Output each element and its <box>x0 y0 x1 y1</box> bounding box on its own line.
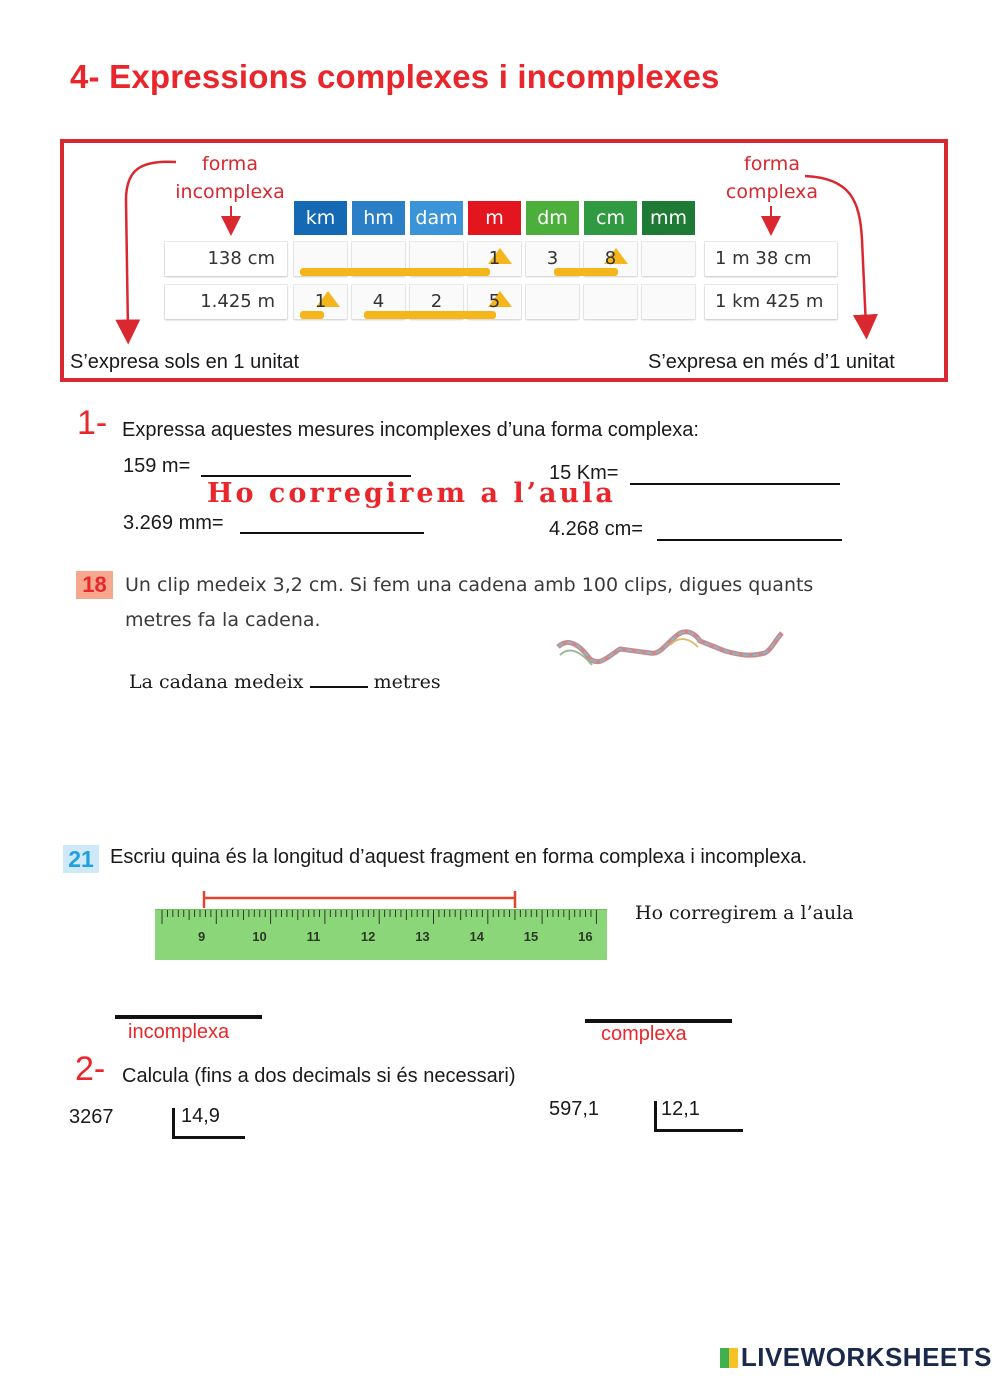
div1-dividend: 3267 <box>69 1106 114 1128</box>
ruler-tick-label: 14 <box>469 929 484 944</box>
label-complex-line2: complexa <box>725 181 819 203</box>
ruler-tick-label: 16 <box>578 929 593 944</box>
ex1-item-4: 4.268 cm= <box>549 518 643 540</box>
label-incomplex-line1: forma <box>202 153 258 175</box>
ex1-overlay-note: Ho corregirem a l’aula <box>207 478 616 509</box>
ex1-answer-4[interactable] <box>657 539 842 541</box>
ex1-instruction: Expressa aquestes mesures incomplexes d’una forma complexa: <box>122 419 699 441</box>
ex21-label-complex: complexa <box>601 1023 687 1045</box>
ex18-answer-blank[interactable] <box>310 670 368 688</box>
ex21-text: Escriu quina és la longitud d’aquest fragment en forma complexa i incomplexa. <box>110 846 808 868</box>
ex18-answer-before: La cadana medeix <box>129 671 304 693</box>
ex18-line1: Un clip medeix 3,2 cm. Si fem una cadena amb 100 clips, digues quants <box>125 574 814 596</box>
unit-header-dm: dm <box>526 201 579 235</box>
row1-complex: 1 m 38 cm <box>705 242 837 276</box>
liveworksheets-icon <box>720 1348 738 1368</box>
paperclip-chain-image <box>550 615 795 675</box>
div1-divisor: 14,9 <box>181 1105 220 1127</box>
div2-dividend: 597,1 <box>549 1098 600 1120</box>
ruler-tick-label: 12 <box>360 929 376 944</box>
row2-digit-km: 1 <box>314 291 327 312</box>
row1-incomplex: 138 cm <box>165 242 287 276</box>
row2-complex: 1 km 425 m <box>705 285 837 319</box>
row1-digit-dm: 3 <box>546 248 559 269</box>
row1-cell <box>642 242 695 276</box>
ruler-image <box>155 909 607 960</box>
row2-incomplex: 1.425 m <box>165 285 287 319</box>
ex2-instruction: Calcula (fins a dos decimals si és necessari) <box>122 1065 516 1087</box>
ex1-number: 1- <box>77 404 108 442</box>
unit-header-hm: hm <box>352 201 405 235</box>
page-title: 4- Expressions complexes i incomplexes <box>70 58 720 95</box>
footer-logo <box>720 1342 992 1373</box>
row1-digit-cm: 8 <box>604 248 617 269</box>
footer-brand: LIVEWORKSHEETS <box>740 1342 992 1372</box>
ex1-item-2: 15 Km= <box>549 462 619 484</box>
ruler-tick-label: 10 <box>252 929 267 944</box>
ex1-answer-2[interactable] <box>630 483 840 485</box>
label-incomplex-line2: incomplexa <box>175 181 285 203</box>
ex21-answer-incomplex[interactable] <box>115 1015 262 1019</box>
unit-header-cm: cm <box>584 201 637 235</box>
ex21-label-incomplex: incomplexa <box>128 1021 230 1043</box>
unit-header-dam: dam <box>410 201 463 235</box>
ex21-number: 21 <box>63 845 99 873</box>
row2-cell <box>584 285 637 319</box>
row2-cell <box>526 285 579 319</box>
ex2-number: 2- <box>75 1050 106 1088</box>
unit-header-mm: mm <box>642 201 695 235</box>
caption-left: S’expresa sols en 1 unitat <box>70 351 300 373</box>
row2-digit-dam: 2 <box>430 291 443 312</box>
ex1-answer-1[interactable] <box>201 475 411 477</box>
ex1-answer-3[interactable] <box>240 532 424 534</box>
ex18-answer-after: metres <box>373 671 441 693</box>
row1-digit-m: 1 <box>488 248 501 269</box>
ex1-item-3: 3.269 mm= <box>123 512 224 534</box>
ex21-note: Ho corregirem a l’aula <box>635 902 854 924</box>
unit-header-m: m <box>468 201 521 235</box>
row2-cell <box>642 285 695 319</box>
ruler-tick-label: 9 <box>198 929 206 944</box>
div2-divisor: 12,1 <box>661 1098 700 1120</box>
row1-bar-1 <box>300 268 490 276</box>
ruler-tick-label: 11 <box>306 929 321 944</box>
ex18-line2: metres fa la cadena. <box>125 609 321 631</box>
ruler-ticks <box>155 910 607 960</box>
row2-digit-hm: 4 <box>372 291 385 312</box>
ex1-item-1: 159 m= <box>123 455 191 477</box>
ruler-tick-label: 13 <box>415 929 430 944</box>
ex18-number: 18 <box>76 571 113 599</box>
unit-header-km: km <box>294 201 347 235</box>
red-arrows <box>0 0 1000 400</box>
label-complex-line1: forma <box>744 153 800 175</box>
ex18-answer <box>129 670 441 693</box>
row2-digit-m: 5 <box>488 291 501 312</box>
caption-right: S’expresa en més d’1 unitat <box>648 351 895 373</box>
ruler-tick-label: 15 <box>523 929 539 944</box>
